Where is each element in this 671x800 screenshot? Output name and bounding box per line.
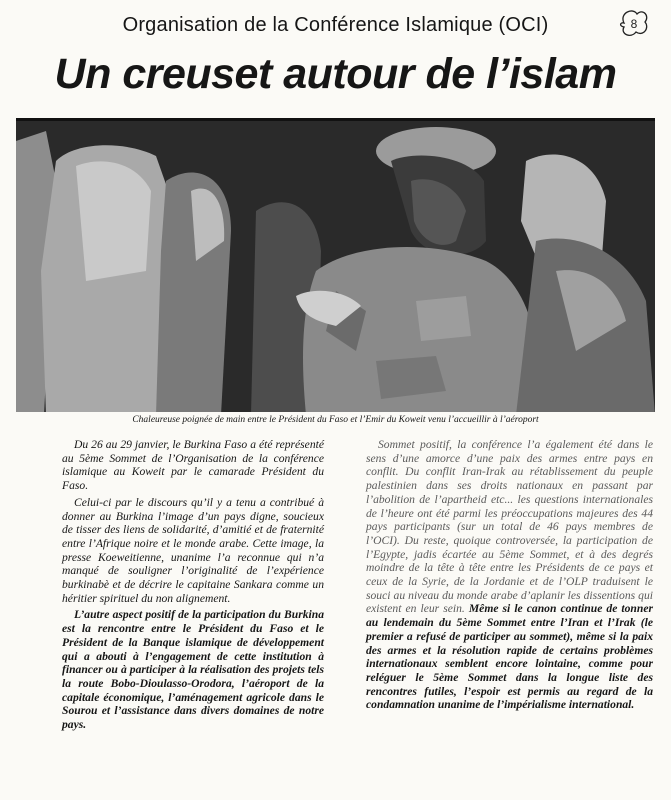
photo-caption: Chaleureuse poignée de main entre le Président du Faso et l’Emir du Koweit venu l’accueillir à l’aéroport: [132, 415, 539, 425]
headline: Un creuset autour de l’islam: [54, 50, 617, 98]
paragraph-1: Du 26 au 29 janvier, le Burkina Faso a été représenté au 5ème Sommet de l’Organisation de la conférence islamique au Koweit par le camarade Président du Faso.: [62, 438, 324, 493]
page-number-stamp: [617, 7, 651, 39]
article-left-column: [62, 438, 324, 735]
page-number: 8: [630, 17, 638, 31]
news-photo: [16, 118, 655, 412]
paragraph-4-bold-text: Même si le canon continue de tonner au lendemain du 5ème Sommet entre l’Iran et l’Irak (le premier a refusé de participer au sommet), même si la paix des armes et la résolution rapide de certains problèmes internationaux semblent encore lointaine, comme pour reléguer le 5ème Sommet dans la longue liste des rencontres futiles, l’espoir est permis au regard de la condamnation unanime de l’impérialisme international.: [366, 602, 653, 712]
paragraph-4: [366, 438, 653, 712]
article-right-column: [366, 438, 653, 715]
paragraph-4-text: Sommet positif, la conférence l’a également été dans le sens d’une amorce d’une paix des armes entre pays en conflit. Du conflit Iran-Irak au rétablissement du peuple palestinien dans ses droits nationaux en passant par l’abolition de l’apartheid etc... les questions internationales de l’heure ont été parmi les préoccupations majeures des 44 pays participants (sur un total de 46 pays membres de l’OCI). Du reste, quoique controversée, la participation de l’Egypte, jadis écartée au 5ème Sommet, et à des degrés moindre de la tête à tête entre les Présidents de ce pays et ceux de la Syrie, de la Jordanie et de l’OLP traduisent le souci au niveau du monde arabe d’aplanir les dissentions qui existent en leur sein.: [366, 438, 653, 616]
kicker-title: Organisation de la Conférence Islamique (OCI): [122, 14, 549, 36]
paragraph-3: L’autre aspect positif de la participation du Burkina est la rencontre entre le Président du Faso et le Président de la Banque islamique de développement qui a abouti à l’engagement de cette institution à financer ou à participer à la réalisation des projets tels la route Bobo-Dioulasso-Orodora, l’aéroport de la capitale économique, l’aménagement agricole dans le Sourou et l’assistance dans divers domaines de notre pays.: [62, 608, 324, 732]
paragraph-2: Celui-ci par le discours qu’il y a tenu a contribué à donner au Burkina l’image d’un pays digne, soucieux de tisser des liens de solidarité, d’amitié et de fraternité entre l’Afrique noire et le monde arabe. Cette image, la presse Koeweitienne, unanime l’a reconnue qui n’a manqué de souligner l’originalité de l’expérience burkinabè et de décrire le capitaine Sankara comme un héritier spirituel du non alignement.: [62, 495, 324, 605]
